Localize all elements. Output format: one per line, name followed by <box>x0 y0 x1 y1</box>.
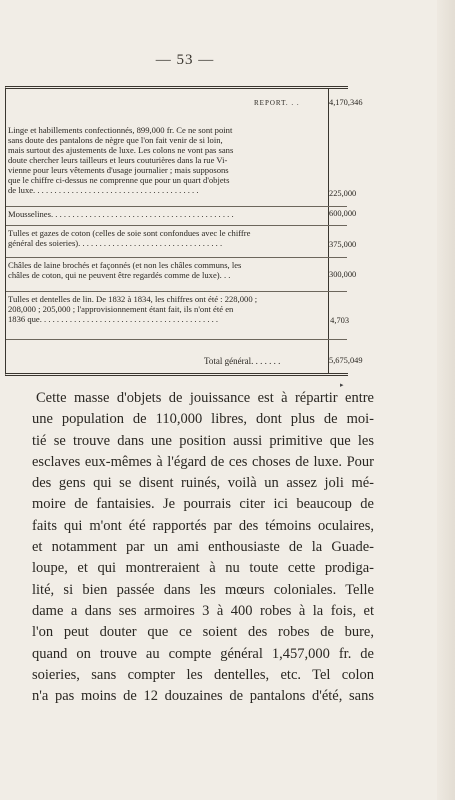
row-line: mais surtout des ajustements de luxe. Les colons ne vont pas sans <box>8 145 234 155</box>
table-row <box>6 291 347 330</box>
report-amount: 4,170,346 <box>329 98 363 107</box>
row-line: 208,000 ; 205,000 ; l'approvisionnement étant fait, ils n'ont été en <box>8 304 234 314</box>
body-line: l'on peut douter que ce soient des robes de bure, <box>32 624 374 641</box>
row-line: général des soieries). . . . . . . . . . . . . . . . . . . . . . . . . . . . . . . . . . <box>8 238 223 248</box>
row-line: doute chercher leurs tailleurs et leurs couturières dans la rue Vi- <box>8 155 228 165</box>
row-line: 1836 que. . . . . . . . . . . . . . . . . . . . . . . . . . . . . . . . . . . . . . . . . . <box>8 314 219 324</box>
row-description <box>8 209 326 219</box>
body-line: une population de 110,000 libres, dont plus de moi- <box>32 411 374 428</box>
body-line: Cette masse d'objets de jouissance est à répartir entre <box>36 390 374 406</box>
report-row <box>6 98 363 111</box>
row-description <box>8 125 326 195</box>
row-line: vienne pour leurs vêtements d'usage journalier ; mais supposons <box>8 165 229 175</box>
row-line: de luxe. . . . . . . . . . . . . . . . . . . . . . . . . . . . . . . . . . . . . . . <box>8 185 199 195</box>
row-line: que le chiffre ci-dessus ne comprenne que pour un quart d'objets <box>8 175 230 185</box>
row-line: Tulles et dentelles de lin. De 1832 à 1834, les chiffres ont été : 228,000 ; <box>8 294 258 304</box>
total-label: Total général. . . . . . . <box>204 356 281 366</box>
luxury-goods-table <box>5 86 363 376</box>
table-row <box>6 125 357 201</box>
total-amount: 5,675,049 <box>329 356 363 365</box>
body-line: n'a pas moins de 12 douzaines de pantalons d'été, sans <box>32 688 374 705</box>
body-line: quand on trouve au compte général 1,457,000 fr. de <box>32 645 374 662</box>
ink-mark: ▸ <box>340 381 344 389</box>
row-line: Mousselines. . . . . . . . . . . . . . . . . . . . . . . . . . . . . . . . . . . . . . . . . . . <box>8 209 234 219</box>
table-row <box>6 206 357 222</box>
table-row <box>6 257 357 284</box>
body-line: esclaves eux-mêmes à l'égard de ces choses de luxe. Pour <box>32 453 374 470</box>
body-paragraph <box>32 388 374 707</box>
table-row <box>6 225 357 252</box>
report-label: REPORT. . . <box>254 99 300 107</box>
row-line: châles de coton, qui ne peuvent être regardés comme de luxe). . . <box>8 270 231 280</box>
row-amount: 375,000 <box>329 240 357 249</box>
row-description <box>8 228 326 248</box>
page-number: — 53 — <box>155 52 215 68</box>
row-line: Châles de laine brochés et façonnés (et non les châles communs, les <box>8 260 242 270</box>
row-description <box>8 294 326 324</box>
page-edge <box>437 0 455 800</box>
row-line: Linge et habillements confectionnés, 899,000 fr. Ce ne sont point <box>8 125 233 135</box>
row-amount: 4,703 <box>330 316 349 325</box>
total-row <box>6 339 363 375</box>
body-line: et notamment par un ami enthousiaste de la Guade- <box>32 539 374 556</box>
body-line: moire de fantaisies. Je pourrais citer ici beaucoup de <box>32 496 374 513</box>
row-amount: 300,000 <box>329 270 357 279</box>
row-amount: 600,000 <box>329 209 357 218</box>
row-description <box>8 260 326 280</box>
body-line: dame a dans ses armoires 3 à 400 robes à la fois, et <box>32 602 374 619</box>
body-line: des gens qui se disent ruinés, voilà un assez joli mé- <box>32 475 374 492</box>
body-line: faits qui m'ont été rapportés par des témoins oculaires, <box>32 517 374 534</box>
row-amount: 225,000 <box>329 189 357 198</box>
body-line: loupe, et qui montreraient à nu toute cette prodiga- <box>32 560 374 577</box>
body-line: soieries, sans compter les dentelles, etc. Tel colon <box>32 666 374 683</box>
body-line: lité, si bien passée dans les mœurs coloniales. Telle <box>32 581 374 598</box>
body-line: tié se trouve dans une position aussi primitive que les <box>32 432 374 449</box>
row-line: sans doute des pantalons de nègre que l'on fait venir de si loin, <box>8 135 223 145</box>
row-line: Tulles et gazes de coton (celles de soie sont confondues avec le chiffre <box>8 228 251 238</box>
